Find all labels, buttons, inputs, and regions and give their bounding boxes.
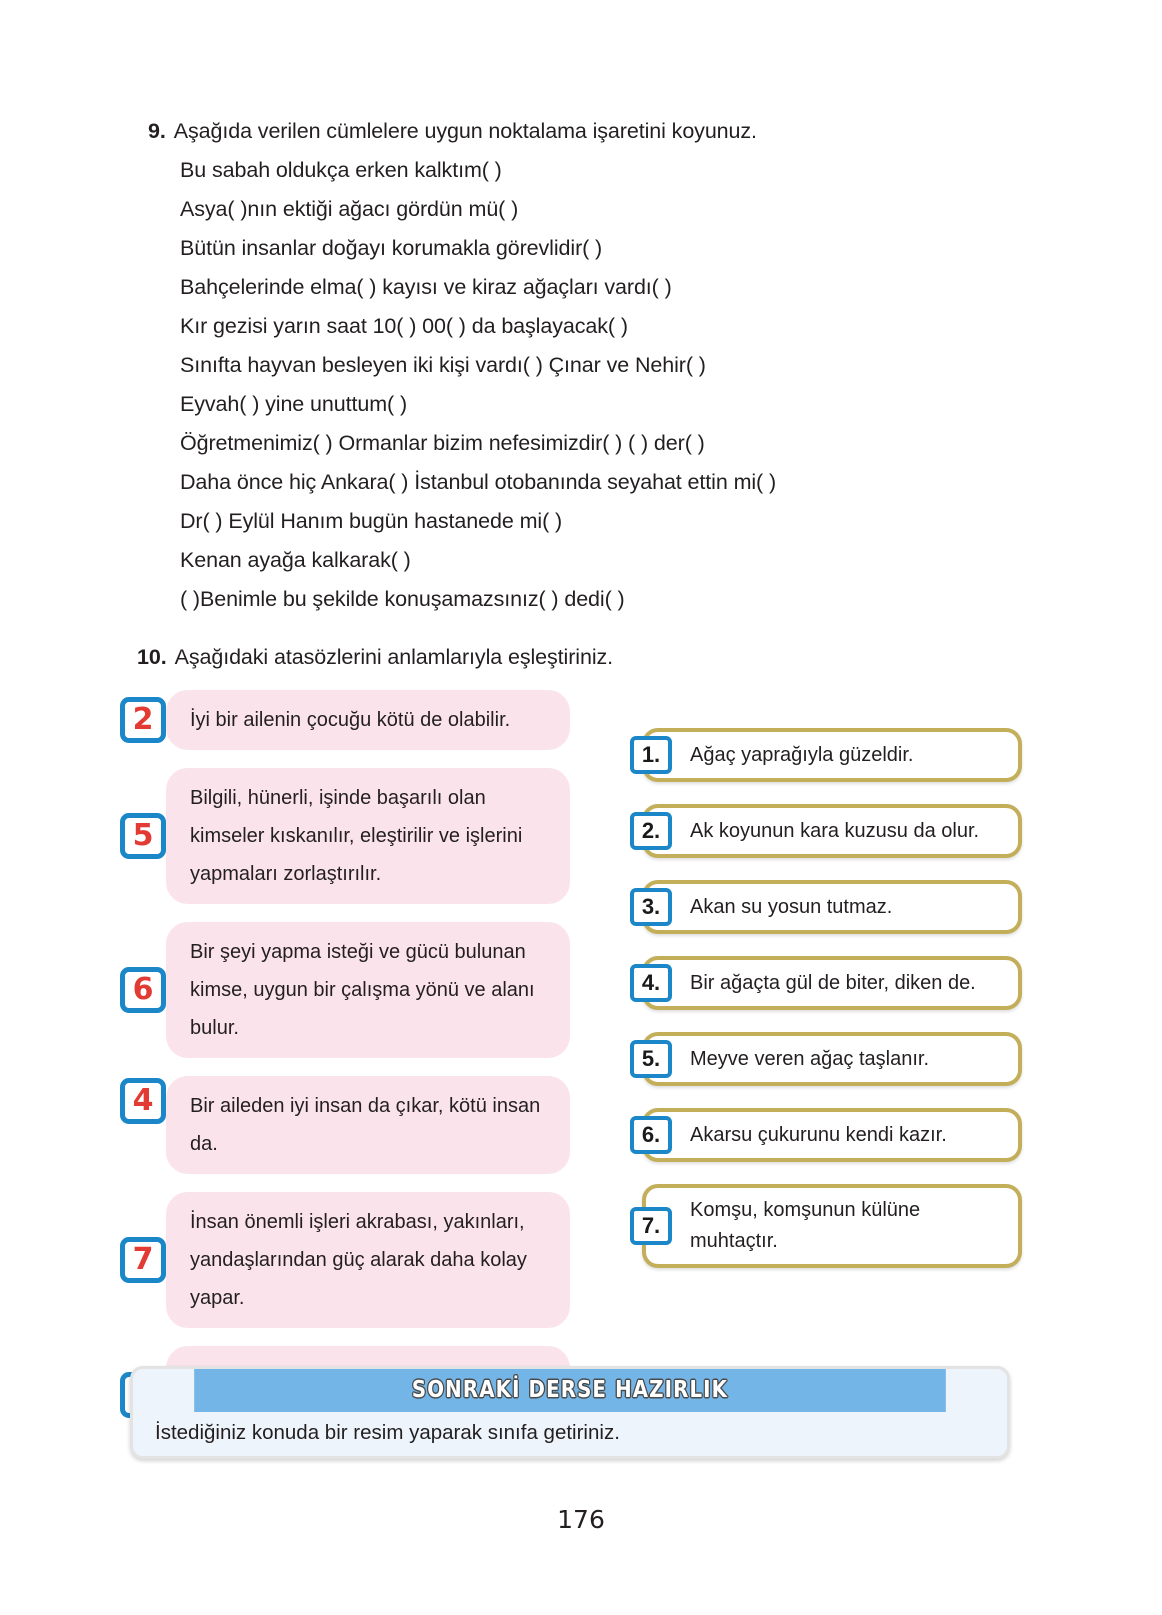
meanings-column <box>120 690 570 1462</box>
meaning-text: Bir şeyi yapma isteği ve gücü bulunan kimse, uygun bir çalışma yönü ve alanı bulur. <box>190 941 535 1039</box>
next-lesson-prep-box <box>130 1366 1010 1459</box>
question-9-sentence: Bütün insanlar doğayı korumakla görevlidir( ) <box>180 236 603 260</box>
proverb-box <box>642 956 1022 1010</box>
meaning-box <box>166 1076 570 1174</box>
proverb-row[interactable] <box>630 728 1022 782</box>
meaning-text: İnsan önemli işleri akrabası, yakınları, yandaşlarından güç alarak daha kolay yapar. <box>190 1211 527 1309</box>
proverb-row[interactable] <box>630 1184 1022 1268</box>
answer-badge[interactable]: 7 <box>120 1237 166 1283</box>
question-9-sentence: Dr( ) Eylül Hanım bugün hastanede mi( ) <box>180 509 563 533</box>
proverb-row[interactable] <box>630 804 1022 858</box>
proverb-text: Akan su yosun tutmaz. <box>690 895 893 918</box>
proverb-number-badge: 7. <box>630 1207 672 1245</box>
prep-box-title: SONRAKİ DERSE HAZIRLIK <box>194 1369 946 1412</box>
meaning-row <box>120 690 570 750</box>
proverb-text: Komşu, komşunun külüne muhtaçtır. <box>690 1199 921 1252</box>
proverb-number-badge: 4. <box>630 964 672 1002</box>
question-10 <box>137 638 1037 677</box>
matching-exercise <box>0 690 1162 1330</box>
meaning-text: Bir aileden iyi insan da çıkar, kötü insan da. <box>190 1095 541 1155</box>
proverbs-column <box>630 728 1022 1290</box>
answer-badge[interactable]: 6 <box>120 967 166 1013</box>
question-9-header <box>148 112 1028 151</box>
proverb-box <box>642 880 1022 934</box>
proverb-number-badge: 2. <box>630 812 672 850</box>
meaning-box <box>166 768 570 904</box>
meaning-row <box>120 922 570 1058</box>
proverb-box <box>642 1108 1022 1162</box>
question-10-number: 10. <box>137 645 167 669</box>
meaning-text: Bilgili, hünerli, işinde başarılı olan kimseler kıskanılır, eleştirilir ve işlerini yapmaları zorlaştırılır. <box>190 787 523 885</box>
question-9-sentence: ( )Benimle bu şekilde konuşamazsınız( ) dedi( ) <box>180 587 625 611</box>
proverb-text: Akarsu çukurunu kendi kazır. <box>690 1123 947 1146</box>
answer-badge[interactable]: 4 <box>120 1078 166 1124</box>
meaning-box <box>166 922 570 1058</box>
proverb-row[interactable] <box>630 880 1022 934</box>
meaning-text: İyi bir ailenin çocuğu kötü de olabilir. <box>190 709 511 731</box>
meaning-row <box>120 1076 570 1174</box>
proverb-row[interactable] <box>630 1032 1022 1086</box>
proverb-number-badge: 1. <box>630 736 672 774</box>
prep-box-body: İstediğiniz konuda bir resim yaparak sınıfa getiriniz. <box>133 1412 1007 1456</box>
meaning-box <box>166 690 570 750</box>
proverb-box <box>642 1032 1022 1086</box>
meaning-row <box>120 1192 570 1328</box>
question-9-sentence: Asya( )nın ektiği ağacı gördün mü( ) <box>180 197 519 221</box>
question-9-sentence: Eyvah( ) yine unuttum( ) <box>180 392 408 416</box>
answer-badge[interactable]: 2 <box>120 697 166 743</box>
proverb-row[interactable] <box>630 956 1022 1010</box>
proverb-text: Ak koyunun kara kuzusu da olur. <box>690 819 980 842</box>
question-9-sentence: Daha önce hiç Ankara( ) İstanbul otobanında seyahat ettin mi( ) <box>180 470 777 494</box>
proverb-number-badge: 3. <box>630 888 672 926</box>
question-10-header <box>137 638 1037 677</box>
meaning-row <box>120 768 570 904</box>
question-9-number: 9. <box>148 119 166 143</box>
question-9-sentence: Bahçelerinde elma( ) kayısı ve kiraz ağaçları vardı( ) <box>180 275 672 299</box>
proverb-text: Ağaç yaprağıyla güzeldir. <box>690 743 914 766</box>
question-9-sentence: Bu sabah oldukça erken kalktım( ) <box>180 158 502 182</box>
proverb-text: Bir ağaçta gül de biter, diken de. <box>690 971 976 994</box>
proverb-number-badge: 5. <box>630 1040 672 1078</box>
answer-badge[interactable]: 5 <box>120 813 166 859</box>
question-9-sentence: Öğretmenimiz( ) Ormanlar bizim nefesimizdir( ) ( ) der( ) <box>180 431 705 455</box>
proverb-box <box>642 728 1022 782</box>
proverb-box <box>642 804 1022 858</box>
meaning-box <box>166 1192 570 1328</box>
proverb-row[interactable] <box>630 1108 1022 1162</box>
question-9-sentence: Sınıfta hayvan besleyen iki kişi vardı( ) Çınar ve Nehir( ) <box>180 353 706 377</box>
page-number: 176 <box>557 1505 605 1534</box>
proverb-text: Meyve veren ağaç taşlanır. <box>690 1047 930 1070</box>
question-9-sentence: Kenan ayağa kalkarak( ) <box>180 548 411 572</box>
proverb-box <box>642 1184 1022 1268</box>
question-9 <box>148 112 1028 619</box>
question-9-sentence: Kır gezisi yarın saat 10( ) 00( ) da başlayacak( ) <box>180 314 628 338</box>
question-10-prompt: Aşağıdaki atasözlerini anlamlarıyla eşleştiriniz. <box>174 645 614 669</box>
proverb-number-badge: 6. <box>630 1116 672 1154</box>
question-9-prompt: Aşağıda verilen cümlelere uygun noktalama işaretini koyunuz. <box>173 119 757 143</box>
